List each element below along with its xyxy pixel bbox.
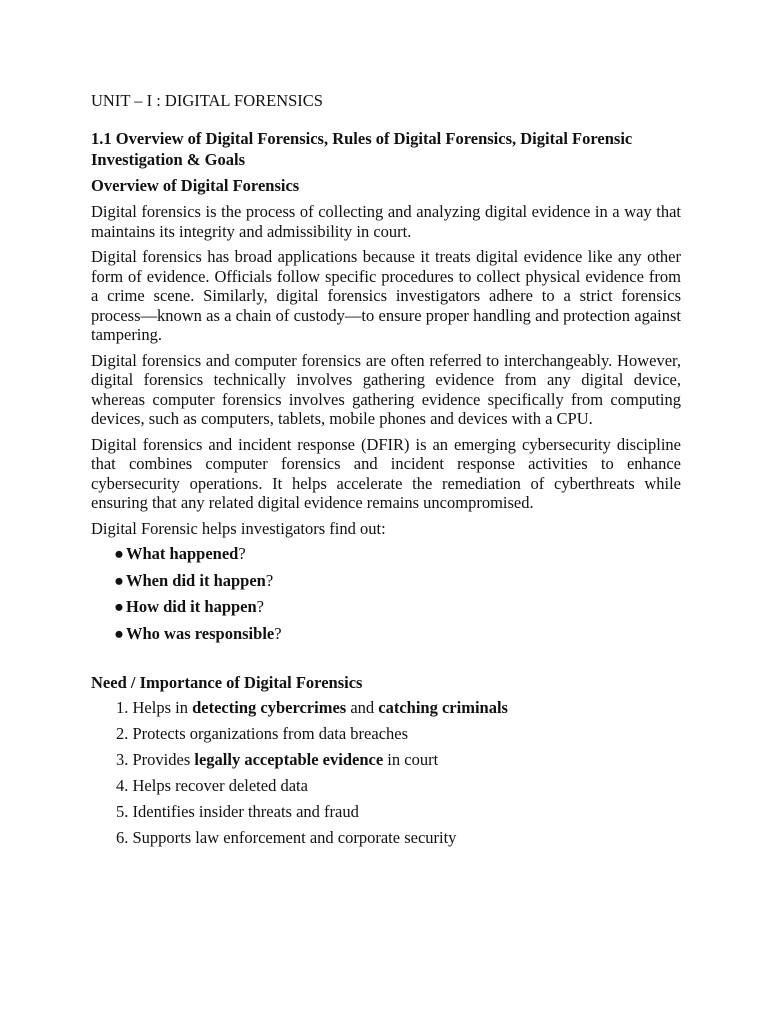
emphasis-text: legally acceptable evidence (194, 749, 384, 769)
question-text: Who was responsible (126, 623, 275, 643)
list-item (116, 828, 681, 848)
list-number: 6. (116, 828, 133, 848)
item-text: Protects organizations from data breaches (132, 723, 409, 743)
list-item (114, 571, 681, 591)
item-text: Helps in (132, 697, 193, 717)
paragraph-dfir: Digital forensics and incident response (DFIR) is an emerging cybersecurity discipline that combines computer forensics and incident response activities to enhance cybersecurity operations. It helps accelerate the remediation of cyberthreats while ensuring that any related digital evidence remains uncompromised. (91, 434, 681, 512)
paragraph-applications: Digital forensics has broad applications because it treats digital evidence like any other form of evidence. Officials follow specific procedures to collect physical evidence from a crime scene. Similarly, digital forensics investigators adhere to a strict forensics process—known as a chain of custody—to ensure proper handling and protection against tampering. (91, 247, 681, 344)
unit-title: UNIT – I : DIGITAL FORENSICS (91, 91, 323, 110)
list-number: 5. (116, 802, 133, 822)
list-number: 4. (116, 776, 133, 796)
list-item (114, 624, 681, 644)
list-number: 2. (116, 723, 133, 743)
list-item (114, 597, 681, 617)
list-item (114, 544, 681, 564)
item-text: and (346, 697, 379, 717)
list-item (116, 724, 681, 744)
needs-list (91, 698, 681, 849)
item-text: Supports law enforcement and corporate security (132, 828, 457, 848)
question-mark: ? (274, 623, 282, 643)
question-text: When did it happen (126, 570, 266, 590)
document-page (91, 90, 681, 855)
list-item (116, 802, 681, 822)
question-text: How did it happen (126, 597, 257, 616)
paragraph-investigators-intro: Digital Forensic helps investigators find out: (91, 518, 386, 538)
item-text: Helps recover deleted data (132, 776, 308, 796)
paragraph-definition: Digital forensics is the process of collecting and analyzing digital evidence in a way that maintains its integrity and admissibility in court. (91, 202, 681, 241)
bullet-icon: ● (114, 597, 124, 616)
questions-list (91, 544, 681, 644)
bullet-icon: ● (114, 623, 124, 643)
list-item (116, 698, 681, 718)
item-text: Provides (132, 749, 195, 769)
bullet-icon: ● (114, 570, 124, 590)
list-number: 1. (116, 697, 133, 717)
list-item (116, 776, 681, 796)
need-heading: Need / Importance of Digital Forensics (91, 672, 363, 692)
question-text: What happened (126, 544, 239, 563)
bullet-icon: ● (114, 544, 124, 563)
overview-heading: Overview of Digital Forensics (91, 176, 300, 195)
item-text: in court (383, 749, 439, 769)
emphasis-text: catching criminals (378, 697, 508, 717)
question-mark: ? (265, 570, 274, 590)
question-mark: ? (256, 597, 264, 616)
list-number: 3. (116, 749, 133, 769)
list-item (116, 750, 681, 770)
section-heading: 1.1 Overview of Digital Forensics, Rules of Digital Forensics, Digital Forensic Investigation & Goals (91, 129, 633, 169)
item-text: Identifies insider threats and fraud (132, 802, 359, 822)
paragraph-computer-forensics: Digital forensics and computer forensics are often referred to interchangeably. However, digital forensics technically involves gathering evidence from any digital device, whereas computer forensics involves gathering evidence specifically from computing devices, such as computers, tablets, mobile phones and devices with a CPU. (91, 350, 681, 428)
question-mark: ? (238, 544, 246, 563)
emphasis-text: detecting cybercrimes (192, 697, 347, 717)
